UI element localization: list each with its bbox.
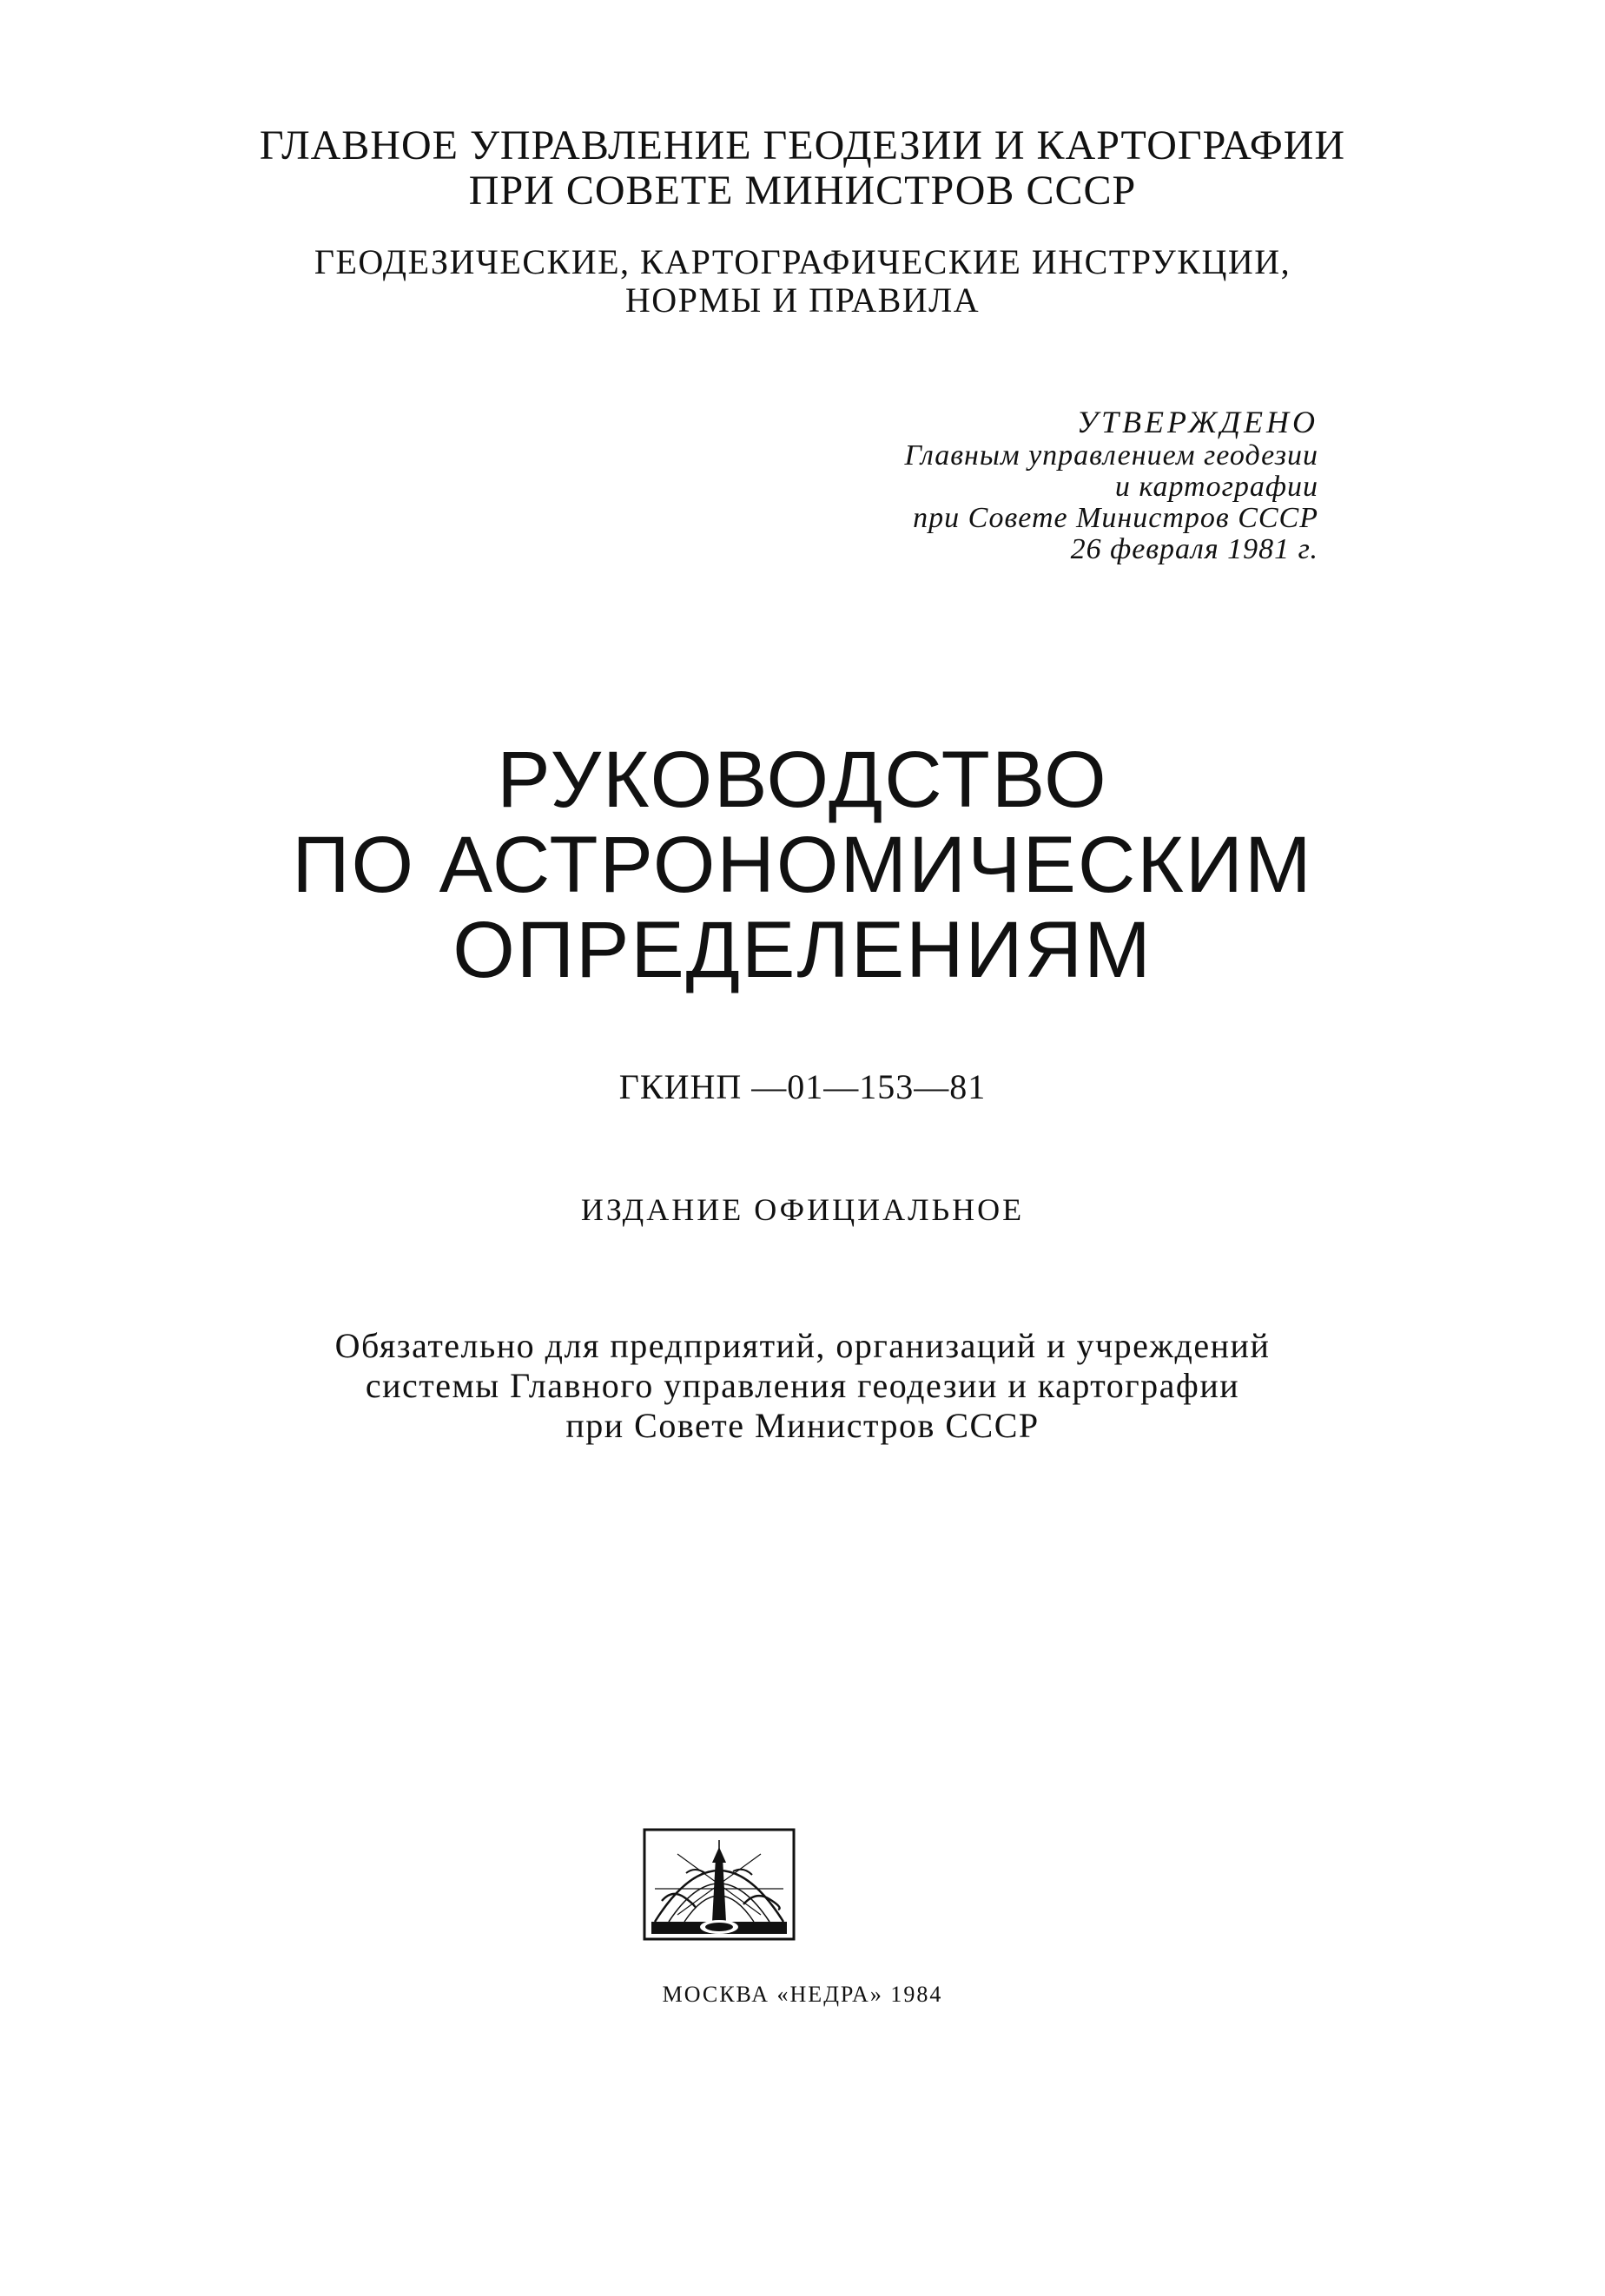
approval-heading: УТВЕРЖДЕНО [1076,405,1318,439]
approval-line-1: Главным управлением геодезии [904,439,1318,472]
series-line-1: ГЕОДЕЗИЧЕСКИЕ, КАРТОГРАФИЧЕСКИЕ ИНСТРУКЦИИ, [314,242,1291,281]
imprint-line: МОСКВА «НЕДРА» 1984 [662,1982,943,2007]
approval-line-4: 26 февраля 1981 г. [1070,533,1318,565]
publisher-emblem-icon [643,1828,796,1941]
document-title-line-2: ПО АСТРОНОМИЧЕСКИМ [292,821,1313,909]
approval-line-3: при Совете Министров СССР [913,502,1318,534]
document-title-line-3: ОПРЕДЕЛЕНИЯМ [452,906,1153,994]
edition-label: ИЗДАНИЕ ОФИЦИАЛЬНОЕ [580,1192,1025,1227]
organization-line-2: ПРИ СОВЕТЕ МИНИСТРОВ СССР [468,168,1137,214]
organization-line-1: ГЛАВНОЕ УПРАВЛЕНИЕ ГЕОДЕЗИИ И КАРТОГРАФИИ [259,122,1346,168]
series-line-2: НОРМЫ И ПРАВИЛА [624,280,981,320]
approval-block [904,404,1318,565]
mandatory-line-1: Обязательно для предприятий, организаций и учреждений [334,1326,1271,1365]
approval-line-2: и картографии [1114,471,1318,503]
mandatory-line-3: при Совете Министров СССР [565,1406,1040,1445]
document-code: ГКИНП —01—153—81 [618,1067,987,1106]
document-title-line-1: РУКОВОДСТВО [497,736,1108,824]
mandatory-line-2: системы Главного управления геодезии и картографии [365,1366,1240,1405]
